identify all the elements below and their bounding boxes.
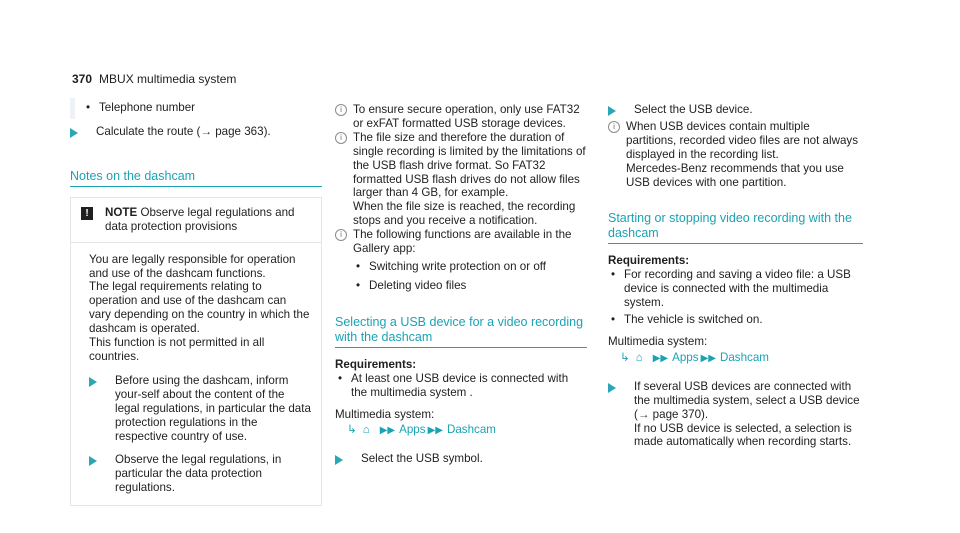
column-middle (335, 103, 587, 466)
info-item: i To ensure secure operation, only use FAT32 or exFAT formatted USB storage devices. (335, 103, 587, 131)
info-item: i The following functions are available in the Gallery app: (335, 228, 587, 256)
path-dashcam: Dashcam (446, 423, 496, 437)
list-item: • For recording and saving a video file: a USB device is connected with the multimedia system. (611, 268, 851, 310)
multimedia-label: Multimedia system: (335, 407, 435, 421)
info-icon: i (608, 121, 620, 133)
step-arrow-icon (335, 455, 343, 465)
step-arrow-icon (608, 383, 616, 393)
list-item: • Telephone number (86, 101, 196, 114)
note-box (70, 197, 322, 506)
home-icon: ⌂ (635, 350, 643, 364)
page-header (72, 73, 236, 87)
menu-path (608, 351, 863, 366)
note-heading: Observe legal regulations and data protection provisions (105, 205, 295, 233)
step-arrow-icon (89, 377, 97, 387)
info-icon: i (335, 229, 347, 241)
home-icon: ⌂ (362, 423, 370, 437)
multimedia-label: Multimedia system: (608, 334, 708, 348)
list-item: • The vehicle is switched on. (611, 313, 763, 327)
step-arrow-icon (89, 456, 97, 466)
path-arrow-icon: ↳ (620, 350, 630, 364)
step-item: Calculate the route (→ page 363). (70, 125, 322, 139)
list-item: • Switching write protection on or off (356, 259, 547, 273)
step-item: Select the USB device. (608, 103, 863, 117)
path-apps: Apps (399, 423, 426, 437)
page-header-title: MBUX multimedia system (99, 72, 237, 86)
path-apps: Apps (672, 350, 699, 364)
note-paragraph: The legal requirements relating to operation and use of the dashcam can vary depending on the country in which the dashcam is operated. (89, 280, 310, 336)
step-item: Observe the legal regulations, in particular the data protection regulations. (89, 453, 311, 495)
info-item: i The file size and therefore the duration of single recording is limited by the limitations of the USB flash drive format. So FAT32 formatted USB flash drives do not allow files larger than 4 GB, for example. When the file size is reached, the recording stops and you receive a notification. (335, 131, 587, 228)
requirements-label: Requirements: (608, 254, 690, 268)
section-title-start-stop: Starting or stopping video recording with the dashcam (608, 211, 863, 244)
chevron-double-icon: ▶▶ (652, 352, 669, 364)
path-arrow-icon: ↳ (347, 423, 357, 437)
step-item: Before using the dashcam, inform your-self about the content of the legal regulations, in particular the data protection regulations in the respective country of use. (89, 374, 311, 444)
step-arrow-icon (70, 128, 78, 138)
section-title-select-usb: Selecting a USB device for a video recording with the dashcam (335, 315, 587, 348)
chevron-double-icon: ▶▶ (379, 425, 396, 437)
info-item: i When USB devices contain multiple partitions, recorded video files are not always displayed in the recording list. Mercedes-Benz recommends that you use USB devices with one partition. (608, 120, 863, 190)
column-left (70, 98, 322, 506)
requirements-label: Requirements: (335, 357, 417, 371)
column-right (608, 103, 863, 449)
note-paragraph: You are legally responsible for operation and use of the dashcam functions. (89, 252, 296, 280)
warning-icon: ! (81, 207, 93, 220)
note-label: NOTE (105, 205, 138, 219)
list-item: • Deleting video files (356, 278, 467, 292)
path-dashcam: Dashcam (719, 350, 769, 364)
info-icon: i (335, 104, 347, 116)
menu-path (335, 423, 587, 438)
info-icon: i (335, 132, 347, 144)
chevron-double-icon: ▶▶ (427, 425, 443, 437)
page-number: 370 (72, 72, 93, 86)
section-title-notes: Notes on the dashcam (70, 169, 322, 187)
step-item: Select the USB symbol. (335, 452, 587, 466)
step-item: If several USB devices are connected with the multimedia system, select a USB device (→ page 370). If no USB device is selected, a selection is made automatically when recording starts. (608, 380, 863, 450)
note-paragraph: This function is not permitted in all countries. (89, 336, 265, 363)
chevron-double-icon: ▶▶ (700, 352, 716, 364)
list-item: • At least one USB device is connected with the multimedia system . (338, 371, 569, 399)
step-arrow-icon (608, 106, 616, 116)
